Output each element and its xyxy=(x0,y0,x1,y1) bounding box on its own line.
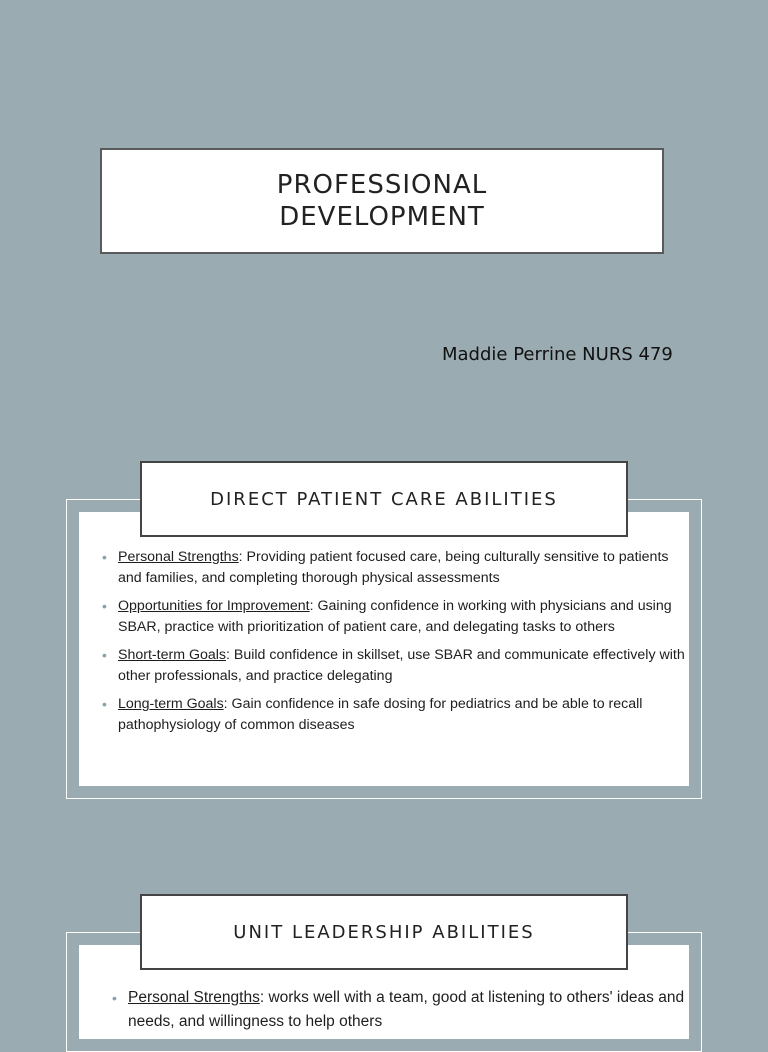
bullet-term: Personal Strengths xyxy=(118,549,239,565)
section1-heading-box xyxy=(140,461,628,537)
bullet-icon: • xyxy=(112,990,117,1006)
bullet-icon: • xyxy=(102,647,107,663)
list-item xyxy=(100,694,690,736)
author-text: Maddie Perrine NURS 479 xyxy=(442,344,673,365)
bullet-text: : works well with a team, good at listening to others' ideas and needs, and willingness to help others xyxy=(128,989,685,1030)
bullet-text: : Gain confidence in safe dosing for pediatrics and be able to recall pathophysiology of common diseases xyxy=(118,696,643,733)
list-item xyxy=(100,596,690,638)
section1-bullet-list xyxy=(100,547,690,743)
section1-heading: DIRECT PATIENT CARE ABILITIES xyxy=(210,488,558,510)
title-line-1: PROFESSIONAL xyxy=(276,170,488,200)
bullet-icon: • xyxy=(102,598,107,614)
list-item xyxy=(110,986,690,1034)
bullet-term: Personal Strengths xyxy=(128,989,260,1006)
bullet-text: : Build confidence in skillset, use SBAR and communicate effectively with other professionals, and practice delegating xyxy=(118,647,685,684)
bullet-term: Opportunities for Improvement xyxy=(118,598,310,614)
section2-heading-box xyxy=(140,894,628,970)
section2-bullet-list xyxy=(110,986,690,1041)
bullet-icon: • xyxy=(102,549,107,565)
bullet-term: Short-term Goals xyxy=(118,647,227,663)
list-item xyxy=(100,645,690,687)
list-item xyxy=(100,547,690,589)
section2-heading: UNIT LEADERSHIP ABILITIES xyxy=(233,921,535,943)
title-line-2: DEVELOPMENT xyxy=(279,202,485,232)
title-box xyxy=(100,148,664,254)
bullet-text: : Gaining confidence in working with physicians and using SBAR, practice with prioritization of patient care, and delegating tasks to others xyxy=(118,598,672,635)
bullet-icon: • xyxy=(102,696,107,712)
bullet-term: Long-term Goals xyxy=(118,696,224,712)
bullet-text: : Providing patient focused care, being culturally sensitive to patients and families, and completing thorough physical assessments xyxy=(118,549,669,586)
